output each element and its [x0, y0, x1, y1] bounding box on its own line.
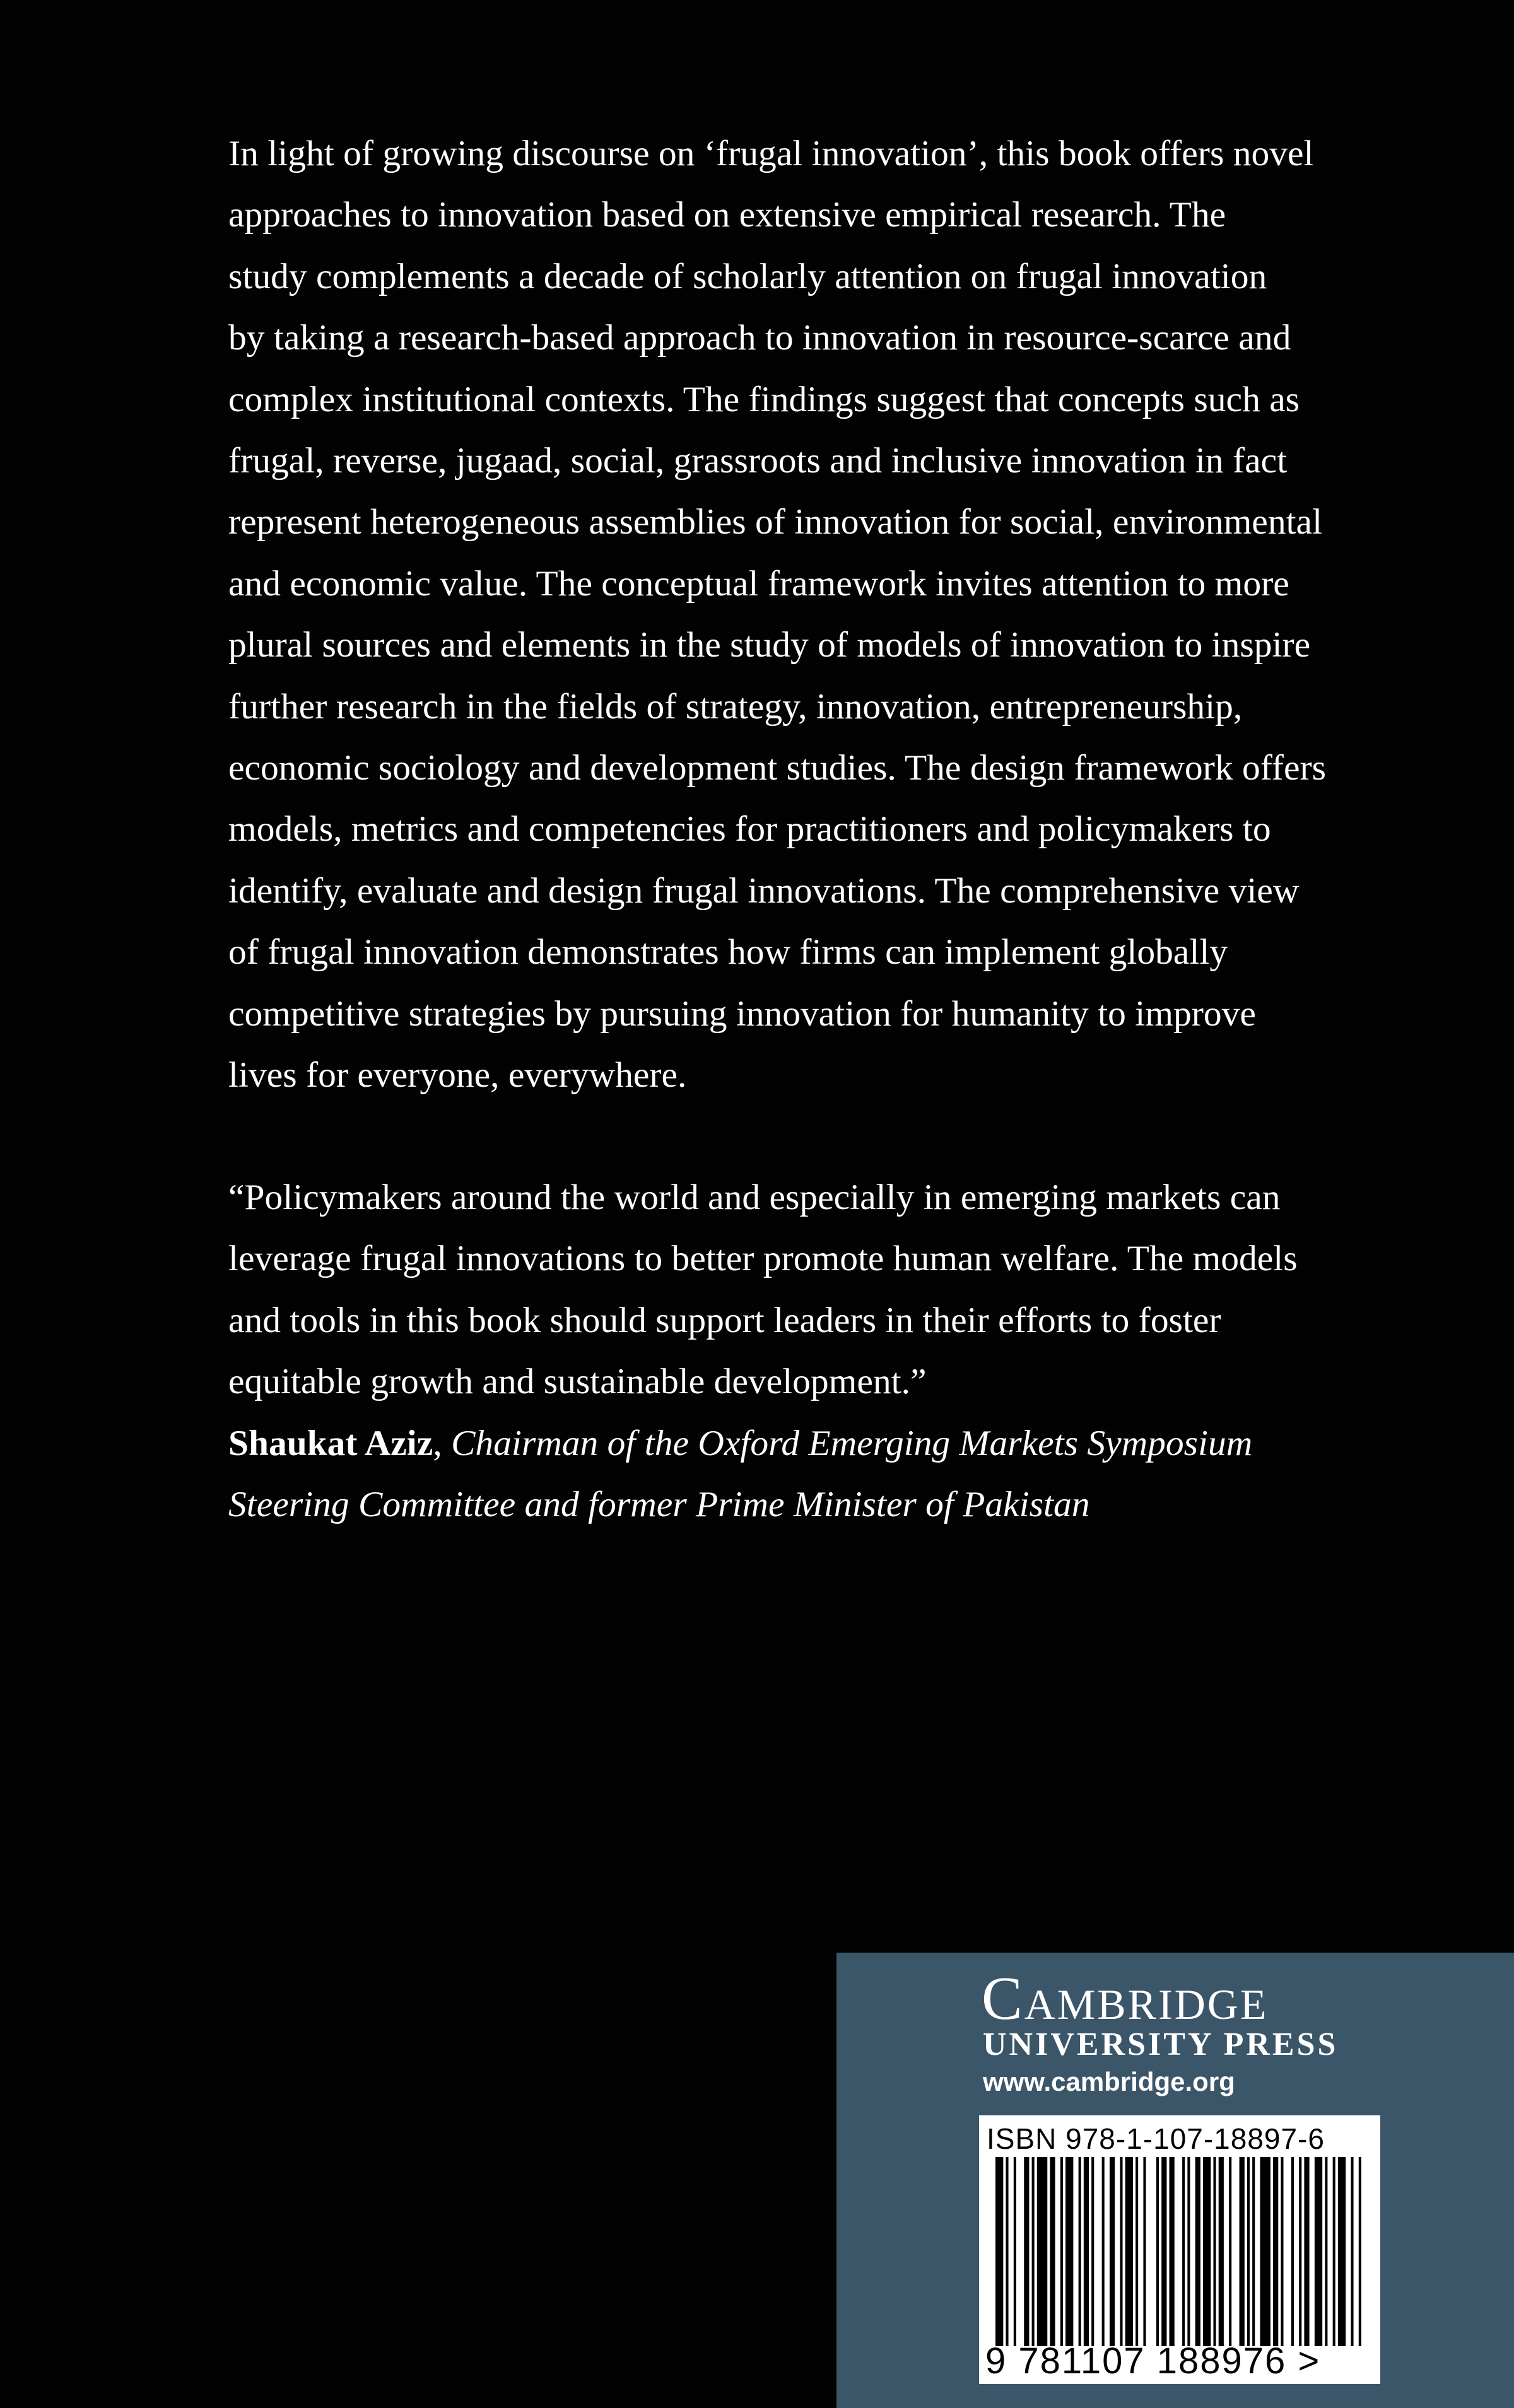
barcode-bar: [1240, 2157, 1245, 2346]
barcode-digits: 9 781107 188976 >: [985, 2341, 1321, 2382]
barcode-bar: [1325, 2157, 1327, 2346]
barcode-bar: [1136, 2157, 1138, 2346]
barcode-bar: [1195, 2157, 1200, 2346]
blurb-line: models, metrics and competencies for practitioners and policymakers to: [228, 809, 1271, 850]
barcode-bar: [1110, 2157, 1115, 2346]
barcode-bar: [1333, 2157, 1335, 2346]
publisher-panel: [836, 1953, 1514, 2408]
endorsement-quote: [228, 1167, 1427, 1535]
barcode-bar: [1143, 2157, 1146, 2346]
barcode-bar: [1006, 2157, 1008, 2346]
endorser-name: Shaukat Aziz: [228, 1423, 433, 1463]
barcode-bar: [1014, 2157, 1016, 2346]
barcode-bar: [1291, 2157, 1294, 2346]
barcode-bar: [1187, 2157, 1190, 2346]
barcode-bar: [1065, 2157, 1073, 2346]
back-cover-blurb: [228, 123, 1427, 1106]
barcode-bar: [1084, 2157, 1089, 2346]
quote-line: equitable growth and sustainable development.”: [228, 1362, 927, 1402]
blurb-line: lives for everyone, everywhere.: [228, 1055, 687, 1096]
barcode-bars: [995, 2157, 1364, 2346]
blurb-line: In light of growing discourse on ‘frugal innovation’, this book offers novel: [228, 134, 1314, 173]
barcode-bar: [1161, 2157, 1166, 2346]
barcode-bar: [1219, 2157, 1224, 2346]
barcode-bar: [1229, 2157, 1231, 2346]
barcode-bar: [1252, 2157, 1255, 2346]
barcode-bar: [1125, 2157, 1133, 2346]
endorser-role: Steering Committee and former Prime Minister of Pakistan: [228, 1485, 1090, 1525]
barcode-bar: [1299, 2157, 1301, 2346]
barcode-bar: [1050, 2157, 1055, 2346]
barcode-bar: [1281, 2157, 1283, 2346]
barcode-bar: [1060, 2157, 1063, 2346]
publisher-logo-name: Cambridge: [982, 1965, 1269, 2032]
quote-line: leverage frugal innovations to better promote human welfare. The models: [228, 1239, 1298, 1279]
endorser-separator: ,: [433, 1423, 452, 1463]
blurb-line: further research in the fields of strategy, innovation, entrepreneurship,: [228, 686, 1243, 727]
blurb-line: and economic value. The conceptual framework invites attention to more: [228, 563, 1289, 604]
blurb-line: approaches to innovation based on extensive empirical research. The: [228, 195, 1226, 235]
quote-line: “Policymakers around the world and especially in emerging markets can: [228, 1178, 1281, 1217]
barcode-bar: [1037, 2157, 1047, 2346]
barcode-bar: [1024, 2157, 1029, 2346]
barcode-bar: [1102, 2157, 1105, 2346]
barcode-bar: [1032, 2157, 1035, 2346]
barcode-bar: [1338, 2157, 1346, 2346]
endorser-line: [228, 1474, 1427, 1535]
barcode-bar: [1273, 2157, 1278, 2346]
blurb-line: by taking a research-based approach to innovation in resource-scarce and: [228, 318, 1291, 358]
barcode-bar: [1247, 2157, 1250, 2346]
barcode-bar: [1351, 2157, 1353, 2346]
blurb-line: economic sociology and development studies. The design framework offers: [228, 748, 1326, 788]
blurb-line: study complements a decade of scholarly attention on frugal innovation: [228, 256, 1267, 296]
barcode-bar: [1091, 2157, 1094, 2346]
blurb-line: identify, evaluate and design frugal innovations. The comprehensive view: [228, 870, 1300, 911]
barcode-bar: [995, 2157, 1003, 2346]
blurb-line: competitive strategies by pursuing innovation for humanity to improve: [228, 993, 1256, 1034]
barcode-bar: [1182, 2157, 1185, 2346]
blurb-line: frugal, reverse, jugaad, social, grassroots and inclusive innovation in fact: [228, 441, 1288, 481]
barcode-bar: [1213, 2157, 1216, 2346]
isbn-barcode: [979, 2115, 1380, 2384]
isbn-label: ISBN 978-1-107-18897-6: [987, 2122, 1325, 2155]
barcode-bar: [1203, 2157, 1211, 2346]
quote-line: and tools in this book should support leaders in their efforts to foster: [228, 1300, 1221, 1340]
publisher-url: www.cambridge.org: [983, 2067, 1235, 2096]
blurb-line: complex institutional contexts. The findings suggest that concepts such as: [228, 379, 1300, 419]
publisher-logo-subtitle: UNIVERSITY PRESS: [983, 2026, 1339, 2062]
endorser-role: Chairman of the Oxford Emerging Markets Symposium: [451, 1423, 1253, 1463]
blurb-line: plural sources and elements in the study of models of innovation to inspire: [228, 625, 1311, 665]
barcode-bar: [1079, 2157, 1081, 2346]
barcode-bar: [1260, 2157, 1270, 2346]
barcode-bar: [1304, 2157, 1309, 2346]
barcode-bar: [1315, 2157, 1322, 2346]
blurb-line: represent heterogeneous assemblies of innovation for social, environmental: [228, 502, 1323, 542]
barcode-bar: [1120, 2157, 1122, 2346]
barcode-bar: [1359, 2157, 1361, 2346]
blurb-line: of frugal innovation demonstrates how firms can implement globally: [228, 932, 1228, 973]
barcode-bar: [1170, 2157, 1175, 2346]
endorser-line: [228, 1413, 1427, 1474]
barcode-bar: [1156, 2157, 1159, 2346]
